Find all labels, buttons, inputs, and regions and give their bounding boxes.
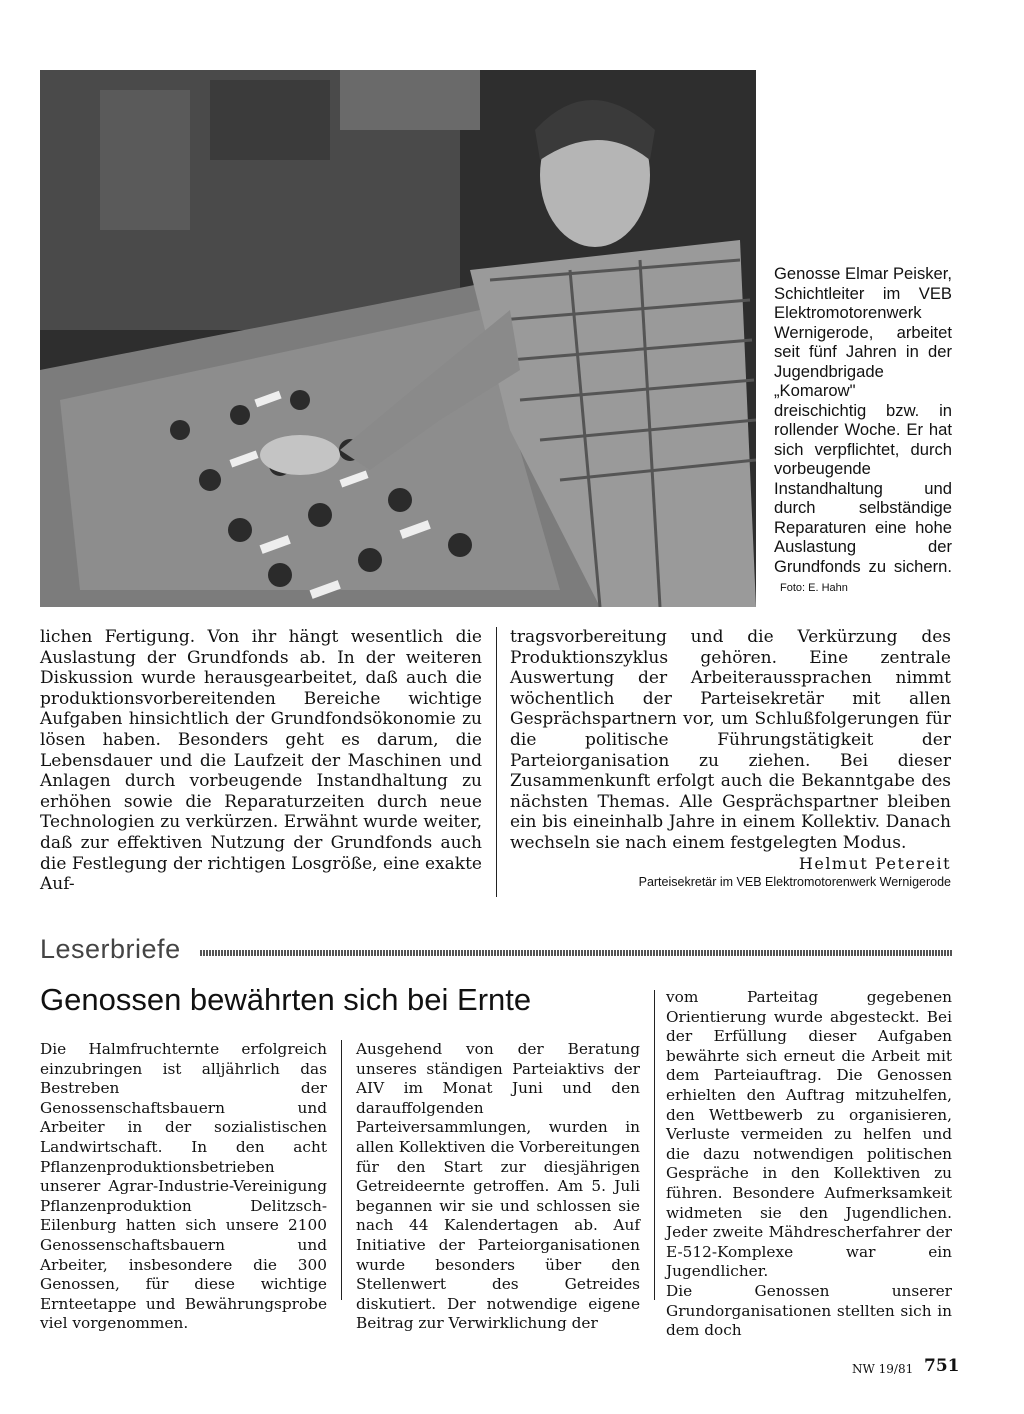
letter-column-2: [356, 1040, 640, 1334]
article-right-column: [510, 627, 951, 890]
article-photo: [40, 70, 756, 607]
author-affiliation: Parteisekretär im VEB Elektromotorenwerk Wernigerode: [638, 875, 951, 890]
photo-man-at-control-panel-icon: [40, 70, 756, 607]
photo-caption: [774, 264, 952, 599]
letter-column-1-text: Die Halmfruchternte erfolgreich einzubringen ist alljährlich das Bestreben der Genossenschaftsbauern und Arbeiter in der sozialistischen Landwirtschaft. In den acht Pflanzenproduktionsbetrieben unserer Agrar-Industrie-Vereinigung Pflanzenproduktion Delitzsch-Eilenburg hatten sich unsere 2100 Genossenschaftsbauern und Arbeiter, insbesondere die 300 Genossen, für diese wichtige Ernteetappe und Bewährungsprobe viel vorgenommen.: [40, 1040, 327, 1333]
letter-column-3: [666, 988, 952, 1341]
column-divider: [496, 627, 497, 897]
letter-column-2-text: Ausgehend von der Beratung unseres ständigen Parteiaktivs der AIV im Monat Juni und den darauffolgenden Parteiversammlungen, wurden in allen Kollektiven die Vorbereitungen für den Start zur diesjährigen Getreideernte getroffen. Am 5. Juli begannen wir sie und schlossen sie nach 44 Kalendertagen ab. Auf Initiative der Parteiorganisationen wurde besonders über den Stellenwert des Getreides diskutiert. Der notwendige eigene Beitrag zur Verwirklichung der: [356, 1040, 640, 1333]
article-left-column: [40, 627, 482, 895]
author-name: Helmut Petereit: [798, 853, 951, 873]
section-label: Leserbriefe: [40, 934, 181, 964]
column-divider: [654, 990, 655, 1300]
page-number: 751: [924, 1356, 960, 1376]
column-divider: [341, 1040, 342, 1300]
letter-column-1: [40, 1040, 327, 1334]
caption-text: Genosse Elmar Peisker, Schichtleiter im VEB Elektromotorenwerk Wernigerode, arbeitet seit fünf Jahren in der Jugendbrigade „Komarow" dreischichtig bzw. in rollender Woche. Er hat sich verpflichtet, durch vorbeugende Instandhaltung und durch selbständige Reparaturen eine hohe Auslastung der Grundfonds zu sichern.: [774, 264, 952, 576]
article-right-text: tragsvorbereitung und die Verkürzung des Produktionszyklus gehören. Eine zentrale Auswertung der Arbeiteraussprachen nimmt wöchentlich der Parteisekretär mit allen Gesprächspartnern vor, um Schlußfolgerungen für die politische Führungstätigkeit der Parteiorganisation zu ziehen. Bei dieser Zusammenkunft erfolgt auch die Bekanntgabe des nächsten Themas. Alle Gesprächspartner bleiben ein bis eineinhalb Jahre in einem Kollektiv. Danach wechseln sie nach einem festgelegten Modus.: [510, 627, 951, 853]
photo-credit: Foto: E. Hahn: [780, 582, 848, 594]
article-left-text: lichen Fertigung. Von ihr hängt wesentlich die Auslastung der Grundfonds ab. In der weiteren Diskussion wurde herausgearbeitet, daß auch die produktionsvorbereitenden Bereiche wichtige Aufgaben hinsichtlich der Grundfondsökonomie zu lösen haben. Besonders geht es darum, die Lebensdauer und die Laufzeit der Maschinen und Anlagen durch vorbeugende Instandhaltung zu erhöhen sowie die Reparaturzeiten durch neue Technologien zu verkürzen. Erwähnt wurde weiter, daß zur effektiven Nutzung der Grundfonds auch die Festlegung der richtigen Losgröße, eine exakte Auf-: [40, 627, 482, 895]
section-rule: [200, 950, 952, 956]
issue-number: NW 19/81: [852, 1362, 914, 1376]
letter-column-3-text: vom Parteitag gegebenen Orientierung wurde abgesteckt. Bei der Erfüllung dieser Aufgaben bewährte sich erneut die Arbeit mit dem Parteiauftrag. Die Genossen erhielten den Auftrag mitzuhelfen, den Wettbewerb zu organisieren, Verluste vermeiden zu helfen und die dazu notwendigen politischen Gespräche in den Kollektiven zu führen. Besondere Aufmerksamkeit widmeten sie den Jugendlichen. Jeder zweite Mähdrescherfahrer der E-512-Komplexe war ein Jugendlicher.: [666, 988, 952, 1281]
letter-column-3-continuation: Die Genossen unserer Grundorganisationen stellten sich in dem doch: [666, 1281, 952, 1340]
letter-headline: Genossen bewährten sich bei Ernte: [40, 982, 532, 1017]
